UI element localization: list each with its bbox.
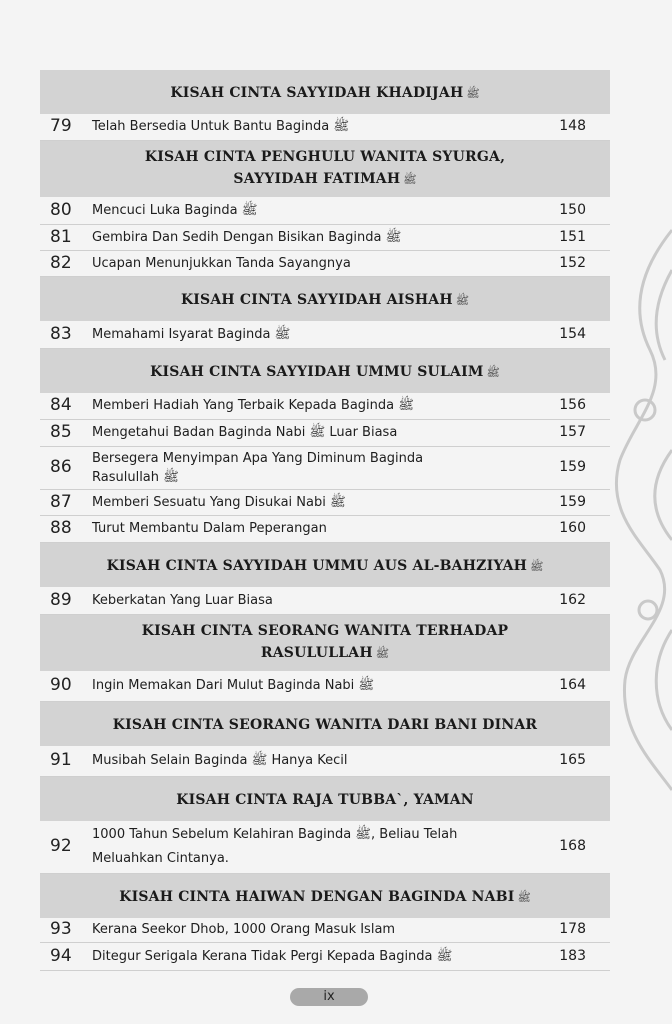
entry-number: 85 xyxy=(50,422,72,442)
section-heading xyxy=(40,277,610,321)
section-heading-line xyxy=(40,886,610,909)
toc-entry[interactable] xyxy=(40,943,610,971)
entry-page: 160 xyxy=(559,520,586,536)
entry-title: Keberkatan Yang Luar Biasa xyxy=(92,592,273,608)
section-heading-text: KISAH CINTA SAYYIDAH KHADIJAH xyxy=(170,85,464,101)
honorific-seal-icon: ﷺ xyxy=(517,891,531,904)
table-of-contents xyxy=(40,70,610,971)
toc-entry[interactable] xyxy=(40,746,610,777)
toc-entry[interactable] xyxy=(40,393,610,420)
section-heading-line xyxy=(40,555,610,578)
toc-entry[interactable] xyxy=(40,918,610,943)
section-heading-line xyxy=(40,642,610,665)
section-heading xyxy=(40,141,610,197)
honorific-seal-icon: ﷺ xyxy=(486,366,500,379)
honorific-seal-icon: ﷺ xyxy=(375,647,390,660)
entry-page: 159 xyxy=(559,493,586,510)
entry-title: Bersegera Menyimpan Apa Yang Diminum Baginda Rasulullah ﷺ xyxy=(92,451,424,485)
section-heading-line xyxy=(40,361,610,384)
entry-number: 79 xyxy=(50,116,72,136)
section-heading xyxy=(40,777,610,821)
entry-title: Mengetahui Badan Baginda Nabi ﷺ Luar Biasa xyxy=(92,425,398,440)
section-heading-text: KISAH CINTA SAYYIDAH UMMU SULAIM xyxy=(150,364,484,380)
entry-page: 148 xyxy=(559,118,586,134)
entry-number: 88 xyxy=(50,518,72,538)
entry-title: Ingin Memakan Dari Mulut Baginda Nabi ﷺ xyxy=(92,678,375,693)
entry-number: 89 xyxy=(50,589,72,610)
section-heading-text: KISAH CINTA SAYYIDAH UMMU AUS AL-BAHZIYAH xyxy=(106,558,528,574)
section-heading xyxy=(40,874,610,918)
section-heading-text: SAYYIDAH FATIMAH xyxy=(233,171,401,187)
section-heading-line xyxy=(40,82,610,105)
section-heading-text: RASULULLAH xyxy=(260,645,373,661)
section-heading xyxy=(40,543,610,587)
section-heading-line xyxy=(40,146,610,168)
honorific-seal-icon: ﷺ xyxy=(403,173,417,186)
toc-entry[interactable] xyxy=(40,114,610,141)
entry-page: 183 xyxy=(559,947,586,964)
entry-title: Kerana Seekor Dhob, 1000 Orang Masuk Islam xyxy=(92,922,396,937)
entry-title: Ditegur Serigala Kerana Tidak Pergi Kepada Baginda ﷺ xyxy=(92,948,453,964)
section-heading-line xyxy=(40,620,610,642)
entry-number: 84 xyxy=(50,395,72,415)
entry-page: 151 xyxy=(559,228,586,245)
section-heading xyxy=(40,615,610,671)
section-heading-text: KISAH CINTA PENGHULU WANITA SYURGA, xyxy=(144,149,506,165)
entry-title: Memberi Sesuatu Yang Disukai Nabi ﷺ xyxy=(92,494,346,510)
entry-number: 93 xyxy=(50,919,72,939)
section-heading-text: KISAH CINTA SAYYIDAH AISHAH xyxy=(180,292,453,308)
entry-page: 152 xyxy=(559,254,586,271)
honorific-seal-icon: ﷺ xyxy=(455,294,470,307)
entry-number: 80 xyxy=(50,199,72,220)
entry-title: Mencuci Luka Baginda ﷺ xyxy=(92,202,258,218)
toc-entry[interactable] xyxy=(40,225,610,251)
section-heading xyxy=(40,349,610,393)
entry-title: 1000 Tahun Sebelum Kelahiran Baginda ﷺ, Beliau Telah Meluahkan Cintanya. xyxy=(92,827,458,866)
toc-entry[interactable] xyxy=(40,251,610,277)
entry-title: Musibah Selain Baginda ﷺ Hanya Kecil xyxy=(92,753,348,768)
entry-page: 162 xyxy=(559,591,586,608)
entry-page: 157 xyxy=(559,424,586,440)
toc-entry[interactable] xyxy=(40,321,610,349)
section-heading xyxy=(40,702,610,746)
entry-number: 91 xyxy=(50,750,72,770)
section-heading-line xyxy=(40,789,610,811)
toc-entry[interactable] xyxy=(40,420,610,447)
entry-page: 168 xyxy=(559,838,586,854)
entry-page: 164 xyxy=(559,677,586,693)
entry-number: 90 xyxy=(50,675,72,695)
entry-page: 165 xyxy=(559,752,586,768)
section-heading xyxy=(40,70,610,114)
entry-number: 81 xyxy=(50,226,72,247)
toc-entry[interactable] xyxy=(40,516,610,543)
entry-page: 154 xyxy=(559,325,586,342)
section-heading-line xyxy=(40,289,610,312)
toc-entry[interactable] xyxy=(40,821,610,874)
decorative-ornament xyxy=(610,210,672,810)
page-number: ix xyxy=(290,988,368,1006)
toc-entry[interactable] xyxy=(40,490,610,516)
entry-title: Memahami Isyarat Baginda ﷺ xyxy=(92,326,291,342)
section-heading-text: KISAH CINTA SEORANG WANITA DARI BANI DINAR xyxy=(112,717,538,733)
toc-entry[interactable] xyxy=(40,447,610,490)
entry-number: 86 xyxy=(50,457,72,477)
entry-page: 156 xyxy=(559,397,586,413)
entry-number: 94 xyxy=(50,945,72,966)
entry-page: 150 xyxy=(559,201,586,218)
toc-entry[interactable] xyxy=(40,587,610,615)
entry-title: Telah Bersedia Untuk Bantu Baginda ﷺ xyxy=(92,119,350,134)
entry-title: Gembira Dan Sedih Dengan Bisikan Baginda ﷺ xyxy=(92,229,402,245)
entry-number: 83 xyxy=(50,323,72,344)
entry-page: 159 xyxy=(559,459,586,475)
honorific-seal-icon: ﷺ xyxy=(530,560,544,573)
section-heading-text: KISAH CINTA RAJA TUBBA`, YAMAN xyxy=(176,792,474,808)
section-heading-text: KISAH CINTA HAIWAN DENGAN BAGINDA NABI xyxy=(119,889,515,905)
section-heading-text: KISAH CINTA SEORANG WANITA TERHADAP xyxy=(141,623,509,639)
section-heading-line xyxy=(40,168,610,191)
entry-title: Ucapan Menunjukkan Tanda Sayangnya xyxy=(92,255,351,271)
toc-entry[interactable] xyxy=(40,197,610,225)
toc-entry[interactable] xyxy=(40,671,610,702)
entry-number: 92 xyxy=(50,836,72,856)
entry-number: 82 xyxy=(50,252,72,273)
entry-title: Turut Membantu Dalam Peperangan xyxy=(92,521,327,536)
entry-page: 178 xyxy=(559,921,586,937)
honorific-seal-icon: ﷺ xyxy=(466,87,480,100)
entry-title: Memberi Hadiah Yang Terbaik Kepada Baginda ﷺ xyxy=(92,398,414,413)
entry-number: 87 xyxy=(50,491,72,512)
section-heading-line xyxy=(40,714,610,736)
